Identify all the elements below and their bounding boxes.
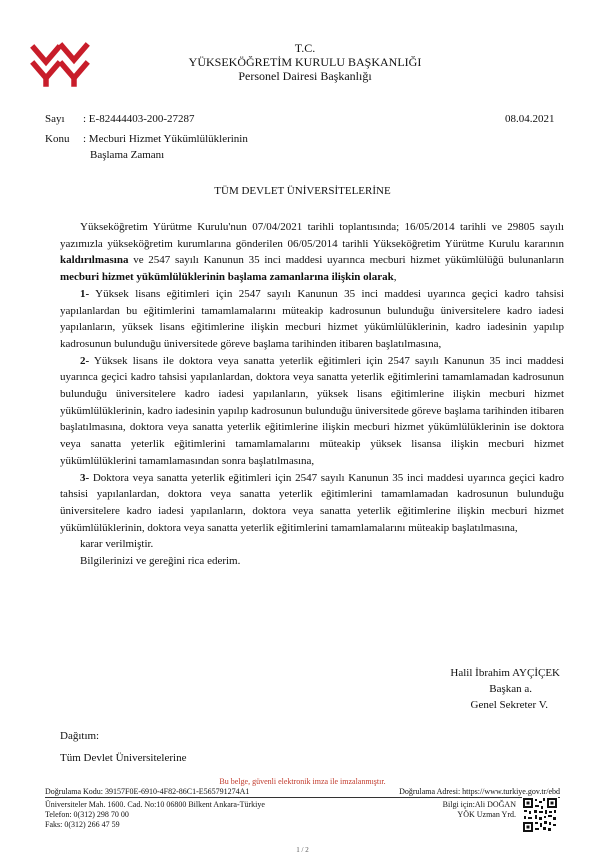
- verification-address-link[interactable]: Doğrulama Adresi: https://www.turkiye.gov.tr/ebd: [399, 787, 560, 796]
- e-signature-note: Bu belge, güvenli elektronik imza ile imzalanmıştır.: [219, 777, 386, 786]
- distribution-item: Tüm Devlet Üniversitelerine: [60, 752, 187, 764]
- sayi-value: : E-82444403-200-27287: [83, 113, 195, 125]
- info-person: Bilgi için:Ali DOĞAN: [442, 800, 516, 809]
- header-tc: T.C.: [294, 41, 316, 55]
- info-contact: [380, 800, 516, 820]
- signatory-name: Halil İbrahim AYÇİÇEK: [450, 667, 560, 679]
- signatory-title-2: Genel Sekreter V.: [470, 699, 548, 711]
- phone-number: Telefon: 0(312) 298 70 00: [45, 810, 129, 819]
- closing-line-1: karar verilmiştir.: [80, 538, 154, 551]
- addressee: TÜM DEVLET ÜNİVERSİTELERİNE: [214, 185, 391, 197]
- item-3-paragraph: 3- Doktora veya sanatta yeterlik eğitimleri için 2547 sayılı Kanunun 35 inci maddesi uyarınca geçici kadro tahsisi yapılanlardan, doktora veya sanatta yeterlik eğitimlerini tamamlamadan kadrosunun bulunduğu üniversitelere kadro iadesi yapılanların, doktora veya sanatta yeterlik eğitimlerine ilişkin mecburi hizmet yükümlülüklerinin, doktora veya sanatta yeterlik eğitimlerini tamamlamalarını müteakip başlatılmasına,: [60, 471, 564, 534]
- konu-line-1: : Mecburi Hizmet Yükümlülüklerinin: [83, 133, 248, 145]
- info-title: YÖK Uzman Yrd.: [457, 810, 516, 819]
- yok-logo-icon: [30, 40, 90, 88]
- qr-code-icon: [522, 797, 558, 833]
- verification-code: Doğrulama Kodu: 39157F0E-6910-4F82-86C1-E565791274A1: [45, 787, 250, 796]
- footer-divider: [45, 797, 560, 798]
- fax-number: Faks: 0(312) 266 47 59: [45, 820, 120, 829]
- header-institution: YÜKSEKÖĞRETİM KURULU BAŞKANLIĞI: [188, 55, 422, 69]
- item-2-paragraph: 2- Yüksek lisans ile doktora veya sanatta yeterlik eğitimleri için 2547 sayılı Kanunun 35 inci maddesi uyarınca geçici kadro tahsisi yapılanlardan, doktora veya sanatta yeterlik eğitimlerini tamamlamadan kadrosunun bulunduğu üniversitelere kadro iadesi yapılanların, yüksek lisans eğitimlerine ilişkin mecburi hizmet yükümlülüklerinin, kadro iadesinin yapılıp kadrosunun bulunduğu üniversitede göreve başlama tarihinden itibaren başlatılmasına, doktora veya sanatta yeterlik eğitimlerine ilişkin mecburi hizmet yükümlülüklerinin ise doktora veya sanatta yeterlik eğitimlerini tamamlamalarını müteakip yüksek lisansa ilişkin mecburi hizmet yükümlülüklerini tamamlamasından sonra başlatılmasına,: [60, 354, 564, 467]
- letter-body: [60, 219, 564, 570]
- page-number: 1 / 2: [296, 846, 309, 854]
- konu-label: Konu: [45, 133, 70, 145]
- document-date: 08.04.2021: [505, 113, 555, 125]
- konu-line-2: Başlama Zamanı: [90, 149, 165, 161]
- postal-address: Üniversiteler Mah. 1600. Cad. No:10 06800 Bilkent Ankara-Türkiye: [45, 800, 265, 809]
- signatory-title-1: Başkan a.: [489, 683, 532, 695]
- distribution-label: Dağıtım:: [60, 730, 100, 742]
- closing-line-2: Bilgilerinizi ve gereğini rica ederim.: [80, 555, 241, 568]
- intro-paragraph: Yükseköğretim Yürütme Kurulu'nun 07/04/2021 tarihli toplantısında; 16/05/2014 tarihli ve 29805 sayılı yazımızla yükseköğretim kurumlarına gönderilen 06/05/2014 tarihli Yükseköğretim Yürütme Kurulu kararının kaldırılmasına ve 2547 sayılı Kanunun 35 inci maddesi uyarınca mecburi hizmet yükümlülüğü bulunanların mecburi hizmet yükümlülüklerinin başlama zamanlarına ilişkin olarak,: [60, 221, 564, 284]
- signature-block: [400, 665, 560, 713]
- contact-block: [45, 800, 265, 830]
- header-department: Personel Dairesi Başkanlığı: [238, 69, 372, 83]
- sayi-label: Sayı: [45, 113, 65, 125]
- item-1-paragraph: 1- Yüksek lisans eğitimleri için 2547 sayılı Kanunun 35 inci maddesi uyarınca geçici kadro tahsisi yapılanlardan bu eğitimlerini tamamlamalarını müteakip kadrosunun bulunduğu üniversitelere kadro iadesi yapılanların, yüksek lisans eğitimlerine ilişkin mecburi hizmet yükümlülüklerinin, kadro iadesinin yapılıp kadrosunun bulunduğu üniversitede göreve başlama tarihinden itibaren başlatılmasına,: [60, 287, 564, 350]
